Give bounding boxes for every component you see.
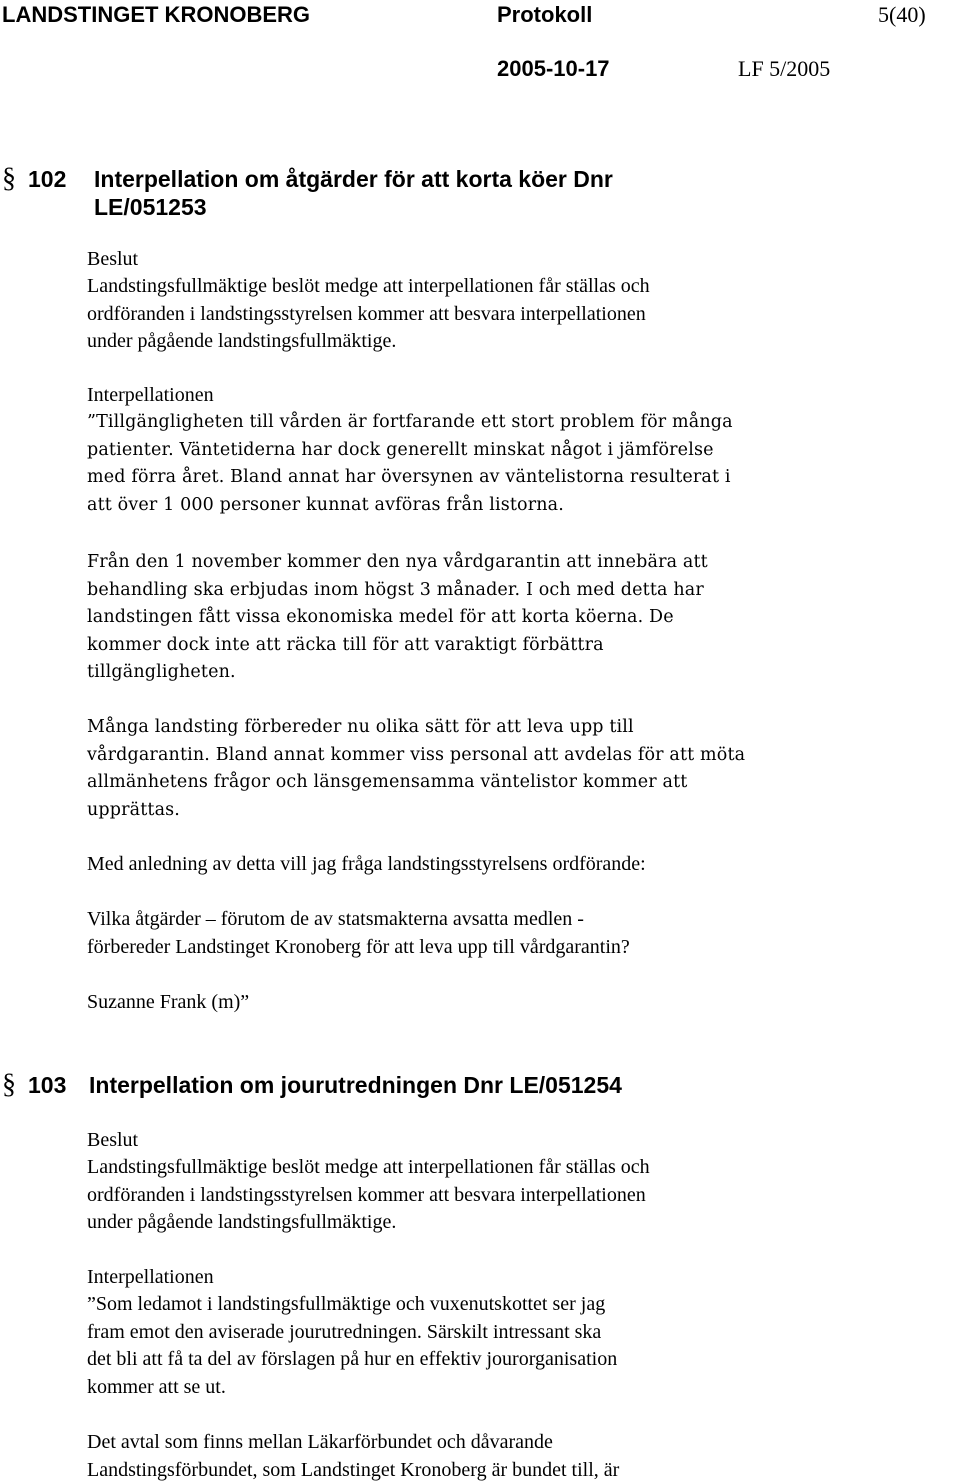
beslut-heading: Beslut: [87, 1129, 139, 1151]
beslut-heading: Beslut: [87, 248, 139, 270]
text-line: patienter. Väntetiderna har dock generellt minskat något i jämförelse: [87, 439, 714, 460]
interpellation-paragraph: [87, 1291, 617, 1401]
text-line: fram emot den aviserade jourutredningen. Särskilt intressant ska: [87, 1320, 602, 1343]
text-line: Landstingsfullmäktige beslöt medge att interpellationen får ställas och: [87, 1156, 650, 1178]
text-line: ordföranden i landstingsstyrelsen kommer att besvara interpellationen: [87, 1183, 646, 1206]
interpellation-heading: Interpellationen: [87, 1266, 214, 1288]
beslut-text: [87, 273, 650, 356]
text-line: ”Som ledamot i landstingsfullmäktige och vuxenutskottet ser jag: [87, 1293, 606, 1315]
section-title-line: Interpellation om jourutredningen Dnr LE/051254: [89, 1072, 622, 1098]
text-line: tillgängligheten.: [87, 662, 236, 682]
interpellation-paragraph: [87, 714, 745, 824]
question-intro: [87, 851, 646, 879]
text-line: Landstingsfullmäktige beslöt medge att interpellationen får ställas och: [87, 275, 650, 297]
section-mark: §: [2, 1069, 16, 1100]
header-ref: LF 5/2005: [738, 56, 831, 81]
text-line: under pågående landstingsfullmäktige.: [87, 330, 397, 352]
question-text: [87, 906, 630, 961]
section-title-line: LE/051253: [94, 194, 207, 220]
text-line: upprättas.: [87, 799, 181, 820]
text-line: Vilka åtgärder – förutom de av statsmakterna avsatta medlen -: [87, 908, 584, 930]
section-title: [89, 1071, 622, 1099]
header-date: 2005-10-17: [497, 56, 610, 81]
text-line: vårdgarantin. Bland annat kommer viss personal att avdelas för att möta: [87, 744, 746, 765]
text-line: förbereder Landstinget Kronoberg för att leva upp till vårdgarantin?: [87, 935, 630, 958]
text-line: Många landsting förbereder nu olika sätt för att leva upp till: [87, 717, 634, 737]
text-line: kommer att se ut.: [87, 1375, 226, 1398]
text-line: behandling ska erbjudas inom högst 3 månader. I och med detta har: [87, 579, 704, 600]
text-line: allmänhetens frågor och länsgemensamma väntelistor kommer att: [87, 772, 688, 792]
text-line: landstingen fått vissa ekonomiska medel för att korta köerna. De: [87, 607, 674, 627]
text-line: ordföranden i landstingsstyrelsen kommer att besvara interpellationen: [87, 302, 646, 325]
text-line: Med anledning av detta vill jag fråga landstingsstyrelsens ordförande:: [87, 853, 646, 875]
header-page: 5(40): [878, 2, 926, 27]
interpellation-paragraph: [87, 549, 708, 687]
header-doctype: Protokoll: [497, 2, 593, 27]
section-number: 103: [28, 1072, 67, 1098]
text-line: med förra året. Bland annat har översynen av väntelistorna resulterat i: [87, 467, 731, 487]
beslut-text: [87, 1154, 650, 1237]
signature: [87, 989, 249, 1017]
interpellation-heading: Interpellationen: [87, 384, 214, 406]
text-line: ”Tillgängligheten till vården är fortfarande ett stort problem för många: [87, 412, 733, 432]
section-number: 102: [28, 166, 67, 192]
text-line: Suzanne Frank (m)”: [87, 991, 250, 1013]
text-line: Det avtal som finns mellan Läkarförbundet och dåvarande: [87, 1431, 553, 1453]
interpellation-paragraph: [87, 1429, 619, 1484]
header-org: LANDSTINGET KRONOBERG: [2, 2, 310, 27]
section-title: [94, 165, 613, 221]
interpellation-paragraph: [87, 409, 733, 519]
text-line: Landstingsförbundet, som Landstinget Kronoberg är bundet till, är: [87, 1458, 620, 1481]
section-mark: §: [2, 163, 16, 194]
text-line: det bli att få ta del av förslagen på hur en effektiv jourorganisation: [87, 1348, 618, 1370]
text-line: Från den 1 november kommer den nya vårdgarantin att innebära att: [87, 552, 708, 572]
text-line: under pågående landstingsfullmäktige.: [87, 1211, 397, 1233]
text-line: att över 1 000 personer kunnat avföras från listorna.: [87, 494, 564, 515]
section-title-line: Interpellation om åtgärder för att korta köer Dnr: [94, 166, 613, 192]
text-line: kommer dock inte att räcka till för att varaktigt förbättra: [87, 634, 604, 655]
